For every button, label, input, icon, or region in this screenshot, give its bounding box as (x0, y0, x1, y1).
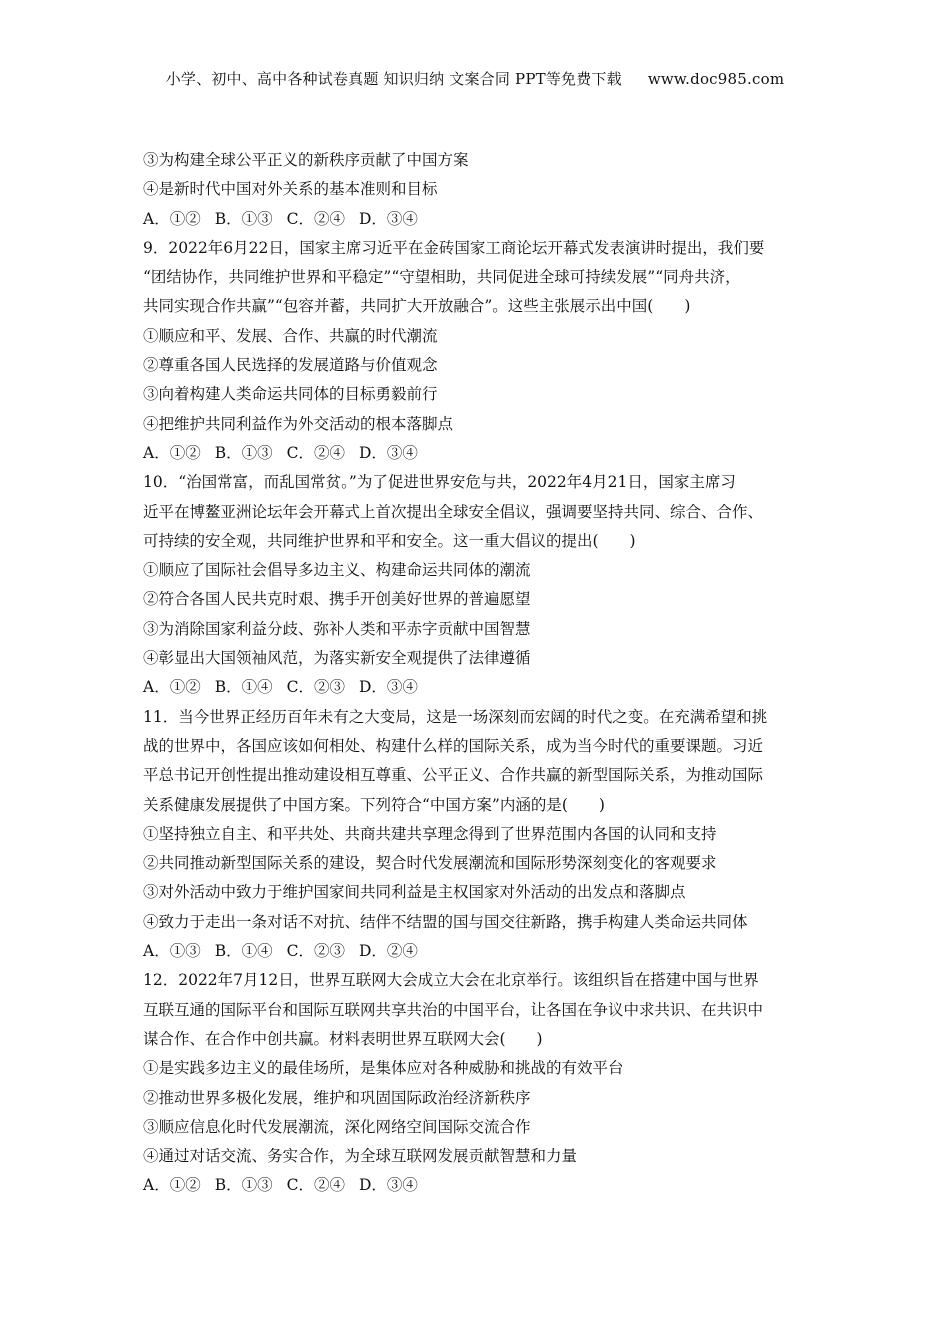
answer-a: A．①② (143, 209, 201, 228)
answer-d: D．③④ (358, 443, 418, 462)
answer-b: B．①④ (214, 678, 273, 697)
answer-a: A．①② (143, 678, 201, 697)
answer-a: A．①② (143, 1176, 201, 1195)
answer-d: D．③④ (358, 209, 418, 228)
option-line: ④致力于走出一条对话不对抗、结伴不结盟的国与国交往新路，携手构建人类命运共同体 (143, 912, 748, 931)
answer-d: D．③④ (358, 1176, 418, 1195)
option-line: ③顺应信息化时代发展潮流，深化网络空间国际交流合作 (143, 1117, 531, 1136)
prev-question-tail (143, 146, 823, 234)
question-stem: 战的世界中，各国应该如何相处、构建什么样的国际关系，成为当今时代的重要课题。习近 (143, 736, 764, 755)
option-line: ④把维护共同利益作为外交活动的根本落脚点 (143, 414, 454, 433)
question-12 (143, 966, 823, 1200)
answer-a: A．①③ (143, 942, 201, 961)
option-line: ①顺应了国际社会倡导多边主义、构建命运共同体的潮流 (143, 561, 531, 580)
answer-b: B．①④ (214, 942, 273, 961)
question-stem: 互联互通的国际平台和国际互联网共享共治的中国平台，让各国在争议中求共识、在共识中 (143, 1000, 764, 1019)
answer-c: C．②④ (286, 209, 345, 228)
question-stem: 12．2022年7月12日，世界互联网大会成立大会在北京举行。该组织旨在搭建中国与世界 (143, 971, 759, 990)
option-line: ③为构建全球公平正义的新秩序贡献了中国方案 (143, 151, 469, 169)
answer-choices (143, 439, 823, 468)
option-line: ②推动世界多极化发展，维护和巩固国际政治经济新秩序 (143, 1088, 531, 1107)
question-stem: 10．“治国常富，而乱国常贫。”为了促进世界安危与共，2022年4月21日，国家主席习 (143, 473, 736, 492)
question-stem: 关系健康发展提供了中国方案。下列符合“中国方案”内涵的是( ) (143, 795, 605, 814)
answer-c: C．②④ (286, 1176, 345, 1195)
answer-b: B．①③ (214, 1176, 273, 1195)
answer-c: C．②④ (286, 443, 345, 462)
question-10 (143, 468, 823, 702)
option-line: ②符合各国人民共克时艰、携手开创美好世界的普遍愿望 (143, 590, 531, 609)
header-text: 小学、初中、高中各种试卷真题 知识归纳 文案合同 PPT等免费下载 (165, 70, 622, 88)
answer-a: A．①② (143, 443, 201, 462)
option-line: ③对外活动中致力于维护国家间共同利益是主权国家对外活动的出发点和落脚点 (143, 883, 686, 902)
option-line: ②尊重各国人民选择的发展道路与价值观念 (143, 356, 438, 375)
answer-choices (143, 205, 823, 234)
answer-b: B．①③ (214, 443, 273, 462)
question-stem: 共同实现合作共赢”“包容并蓄，共同扩大开放融合”。这些主张展示出中国( ) (143, 297, 691, 316)
question-stem: “团结协作，共同维护世界和平稳定”“守望相助，共同促进全球可持续发展”“同舟共济， (143, 268, 741, 287)
option-line: ④是新时代中国对外关系的基本准则和目标 (143, 180, 438, 199)
option-line: ①是实践多边主义的最佳场所，是集体应对各种威胁和挑战的有效平台 (143, 1059, 624, 1078)
answer-choices (143, 937, 823, 966)
document-body (143, 146, 823, 1201)
option-line: ①顺应和平、发展、合作、共赢的时代潮流 (143, 326, 438, 345)
answer-d: D．②④ (358, 942, 418, 961)
question-11 (143, 703, 823, 967)
answer-b: B．①③ (214, 209, 273, 228)
page-header (0, 68, 950, 89)
answer-c: C．②③ (286, 942, 345, 961)
option-line: ②共同推动新型国际关系的建设，契合时代发展潮流和国际形势深刻变化的客观要求 (143, 854, 717, 873)
option-line: ①坚持独立自主、和平共处、共商共建共享理念得到了世界范围内各国的认同和支持 (143, 824, 717, 843)
answer-choices (143, 673, 823, 702)
answer-choices (143, 1171, 823, 1200)
header-site-link[interactable]: www.doc985.com (647, 70, 785, 88)
option-line: ③向着构建人类命运共同体的目标勇毅前行 (143, 385, 438, 404)
answer-d: D．③④ (358, 678, 418, 697)
question-stem: 9．2022年6月22日，国家主席习近平在金砖国家工商论坛开幕式发表演讲时提出，我们要 (143, 238, 765, 257)
question-stem: 11．当今世界正经历百年未有之大变局，这是一场深刻而宏阔的时代之变。在充满希望和挑 (143, 707, 768, 726)
answer-c: C．②③ (286, 678, 345, 697)
question-stem: 近平在博鳌亚洲论坛年会开幕式上首次提出全球安全倡议，强调要坚持共同、综合、合作、 (143, 502, 764, 521)
question-stem: 平总书记开创性提出推动建设相互尊重、公平正义、合作共赢的新型国际关系，为推动国际 (143, 766, 764, 785)
question-stem: 可持续的安全观，共同维护世界和平和安全。这一重大倡议的提出( ) (143, 531, 636, 550)
option-line: ④通过对话交流、务实合作，为全球互联网发展贡献智慧和力量 (143, 1147, 578, 1166)
option-line: ④彰显出大国领袖风范，为落实新安全观提供了法律遵循 (143, 649, 531, 668)
option-line: ③为消除国家利益分歧、弥补人类和平赤字贡献中国智慧 (143, 619, 531, 638)
question-stem: 谋合作、在合作中创共赢。材料表明世界互联网大会( ) (143, 1029, 543, 1048)
question-9 (143, 234, 823, 468)
